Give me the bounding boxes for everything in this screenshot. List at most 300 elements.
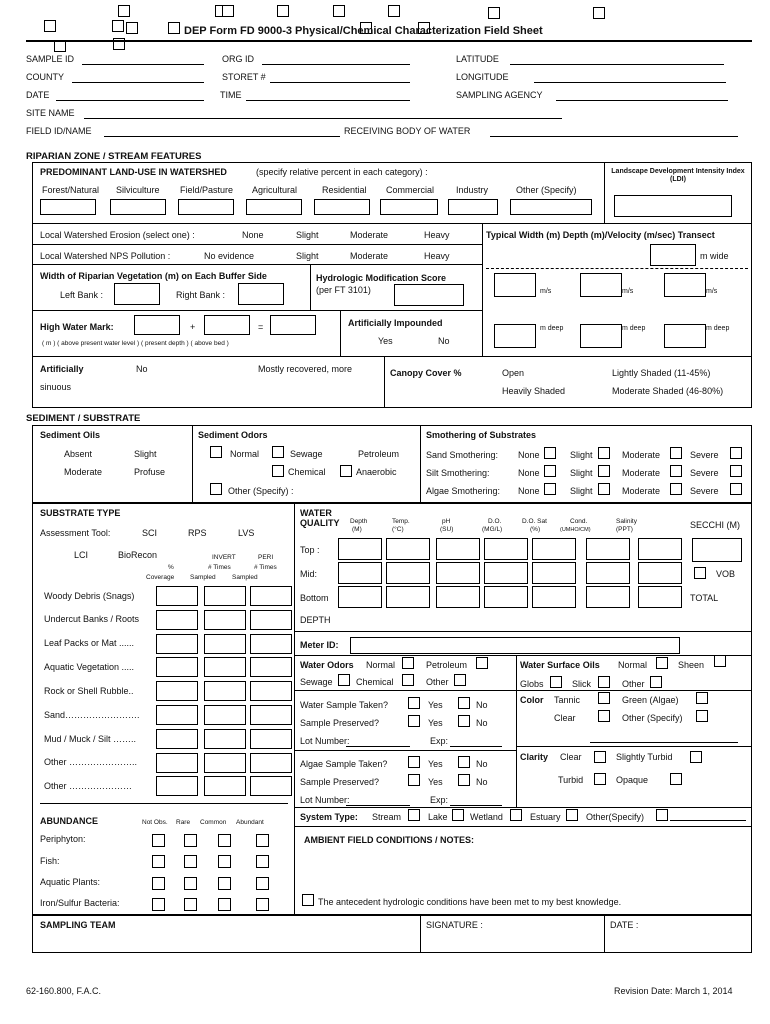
abundance-checkbox[interactable] [218, 898, 231, 911]
water-odors-title: Water Odors [300, 660, 354, 670]
substrate-cell[interactable] [156, 634, 198, 654]
stray-checkbox[interactable] [44, 20, 56, 32]
substrate-cell[interactable] [204, 776, 246, 796]
substrate-cell[interactable] [204, 705, 246, 725]
landuse-silviculture: Silviculture [116, 185, 160, 195]
nps-none[interactable]: No evidence [204, 251, 255, 261]
wq-cell[interactable] [532, 562, 576, 584]
riparian-heading: RIPARIAN ZONE / STREAM FEATURES [26, 151, 202, 162]
odor-normal: Normal [230, 449, 260, 459]
velocity-input-1[interactable] [494, 273, 536, 297]
smother-sand-none-checkbox[interactable] [544, 447, 556, 459]
receiving-label: RECEIVING BODY OF WATER [344, 126, 471, 136]
smother-silt-severe-checkbox[interactable] [730, 465, 742, 477]
algae-exp: Exp: [430, 795, 449, 805]
system-wetland-checkbox[interactable] [510, 809, 522, 821]
abundance-checkbox[interactable] [184, 855, 197, 868]
abundance-checkbox[interactable] [256, 898, 269, 911]
wq-cell[interactable] [386, 562, 430, 584]
depth-input-3[interactable] [664, 324, 706, 348]
sample-id-field[interactable] [82, 64, 204, 65]
smother-algae-slight-checkbox[interactable] [598, 483, 610, 495]
smother-sand-moderate-checkbox[interactable] [670, 447, 682, 459]
time-field[interactable] [246, 100, 410, 101]
date-field[interactable] [56, 100, 204, 101]
smother-silt-moderate-checkbox[interactable] [670, 465, 682, 477]
abundance-checkbox[interactable] [218, 855, 231, 868]
system-other-field[interactable] [670, 820, 746, 821]
sinuous-label: sinuous [40, 382, 72, 392]
wq-cell[interactable] [338, 538, 382, 560]
system-wetland: Wetland [470, 812, 503, 822]
m-wide-label: m wide [700, 251, 729, 261]
wq-col-salinity-unit: (PPT) [616, 526, 633, 533]
wq-cell[interactable] [484, 562, 528, 584]
abundance-checkbox[interactable] [218, 877, 231, 890]
stray-checkbox[interactable] [593, 7, 605, 19]
wq-cell[interactable] [532, 538, 576, 560]
smother-algae-moderate-checkbox[interactable] [670, 483, 682, 495]
canopy-light[interactable]: Lightly Shaded (11-45%) [612, 368, 711, 378]
sampling-team-label: SAMPLING TEAM [40, 920, 116, 930]
erosion-moderate[interactable]: Moderate [350, 230, 389, 240]
wq-title-1: WATER [300, 508, 332, 518]
hwm-input-3[interactable] [270, 315, 316, 335]
wq-cell[interactable] [436, 538, 480, 560]
smother-sand-severe-checkbox[interactable] [730, 447, 742, 459]
substrate-cell[interactable] [204, 657, 246, 677]
abundance-plants: Aquatic Plants: [40, 877, 101, 887]
substrate-cell[interactable] [204, 729, 246, 749]
landuse-residential-input[interactable] [314, 199, 370, 215]
county-field[interactable] [72, 82, 204, 83]
substrate-row-label: Undercut Banks / Roots [44, 614, 140, 624]
wq-cell[interactable] [386, 586, 430, 608]
divider [32, 310, 482, 311]
artificially-label: Artificially [40, 364, 84, 374]
water-exp-field[interactable] [450, 746, 502, 747]
right-bank-label: Right Bank : [176, 290, 226, 300]
color-other-checkbox[interactable] [696, 710, 708, 722]
substrate-cell[interactable] [156, 705, 198, 725]
substrate-cell[interactable] [250, 776, 292, 796]
abundance-checkbox[interactable] [256, 834, 269, 847]
landuse-note: (specify relative percent in each category) : [256, 167, 428, 177]
hwm-title: High Water Mark: [40, 322, 114, 332]
canopy-moderate[interactable]: Moderate Shaded (46-80%) [612, 386, 724, 396]
algae-lot-field[interactable] [346, 805, 410, 806]
divider [294, 690, 516, 691]
vob-checkbox[interactable] [694, 567, 706, 579]
hwm-input-2[interactable] [204, 315, 250, 335]
substrate-row-label: Woody Debris (Snags) [44, 591, 135, 601]
smother-algae-none-checkbox[interactable] [544, 483, 556, 495]
impounded-no[interactable]: No [438, 336, 450, 346]
meter-id-input[interactable] [350, 637, 680, 654]
abundance-title: ABUNDANCE [40, 816, 98, 826]
smother-sand-slight: Slight [570, 450, 593, 460]
smother-sand-slight-checkbox[interactable] [598, 447, 610, 459]
erosion-none[interactable]: None [242, 230, 264, 240]
algae-sample-no-checkbox[interactable] [458, 756, 470, 768]
sample-id-label: SAMPLE ID [26, 54, 75, 64]
col-coverage: Coverage [146, 574, 175, 581]
width-input[interactable] [650, 244, 696, 266]
substrate-cell[interactable] [156, 729, 198, 749]
landuse-commercial: Commercial [386, 185, 435, 195]
ms-label: m/s [622, 288, 634, 295]
wq-cell[interactable] [638, 562, 682, 584]
smother-algae-severe-checkbox[interactable] [730, 483, 742, 495]
wq-col-do-unit: (MG/L) [482, 526, 503, 533]
odor-chemical-checkbox[interactable] [272, 465, 284, 477]
substrate-cell[interactable] [156, 753, 198, 773]
substrate-cell[interactable] [250, 586, 292, 606]
algae-sample-no: No [476, 759, 488, 769]
substrate-cell[interactable] [250, 634, 292, 654]
surface-other-checkbox[interactable] [650, 676, 662, 688]
wq-cell[interactable] [338, 562, 382, 584]
oils-title: Sediment Oils [40, 430, 101, 440]
substrate-cell[interactable] [156, 657, 198, 677]
abundance-checkbox[interactable] [184, 834, 197, 847]
divider [310, 264, 311, 310]
tool-biorecon[interactable]: BioRecon [118, 550, 158, 560]
storet-field[interactable] [270, 82, 410, 83]
stray-checkbox[interactable] [388, 5, 400, 17]
substrate-cell[interactable] [204, 610, 246, 630]
revision-date: Revision Date: March 1, 2014 [614, 986, 733, 996]
color-other-field[interactable] [590, 742, 738, 743]
tool-sci[interactable]: SCI [142, 528, 158, 538]
odor-anaerobic-checkbox[interactable] [340, 465, 352, 477]
system-stream-checkbox[interactable] [408, 809, 420, 821]
right-bank-input[interactable] [238, 283, 284, 305]
substrate-cell[interactable] [156, 610, 198, 630]
smother-sand-none: None [518, 450, 540, 460]
wq-cell[interactable] [338, 586, 382, 608]
water-odor-chemical-checkbox[interactable] [402, 674, 414, 686]
surface-sheen-checkbox[interactable] [714, 655, 726, 667]
receiving-field[interactable] [490, 136, 738, 137]
impounded-yes[interactable]: Yes [378, 336, 393, 346]
divider [32, 244, 482, 245]
hydro-input[interactable] [394, 284, 464, 306]
substrate-cell[interactable] [156, 586, 198, 606]
wq-cell[interactable] [638, 538, 682, 560]
landuse-agricultural-input[interactable] [246, 199, 302, 215]
fac-reference: 62-160.800, F.A.C. [26, 986, 102, 996]
wq-cell[interactable] [386, 538, 430, 560]
surface-globs-checkbox[interactable] [550, 676, 562, 688]
surface-oils-title: Water Surface Oils [520, 660, 600, 670]
velocity-input-2[interactable] [580, 273, 622, 297]
longitude-field[interactable] [534, 82, 726, 83]
substrate-cell[interactable] [250, 681, 292, 701]
left-bank-input[interactable] [114, 283, 160, 305]
abundance-checkbox[interactable] [184, 898, 197, 911]
hydro-title: Hydrologic Modification Score [316, 273, 447, 283]
agency-field[interactable] [556, 100, 728, 101]
abundance-checkbox[interactable] [152, 898, 165, 911]
substrate-row-label: Other ………………….. [44, 757, 138, 767]
oils-slight[interactable]: Slight [134, 449, 157, 459]
ldi-input[interactable] [614, 195, 732, 217]
oils-moderate[interactable]: Moderate [64, 467, 103, 477]
impounded-title: Artificially Impounded [348, 318, 443, 328]
divider [516, 655, 517, 807]
landuse-industry: Industry [456, 185, 489, 195]
wq-cell[interactable] [436, 586, 480, 608]
substrate-row-label: Other ………………… [44, 781, 133, 791]
stray-checkbox[interactable] [112, 20, 124, 32]
stray-checkbox[interactable] [333, 5, 345, 17]
ms-label: m/s [706, 288, 718, 295]
system-lake: Lake [428, 812, 448, 822]
erosion-slight[interactable]: Slight [296, 230, 319, 240]
substrate-row-label: Aquatic Vegetation ..... [44, 662, 135, 672]
abundance-checkbox[interactable] [152, 834, 165, 847]
latitude-field[interactable] [510, 64, 724, 65]
site-name-field[interactable] [84, 118, 562, 119]
stray-checkbox[interactable] [168, 22, 180, 34]
landuse-commercial-input[interactable] [380, 199, 438, 215]
substrate-cell[interactable] [156, 681, 198, 701]
depth-input-1[interactable] [494, 324, 536, 348]
divider [384, 356, 385, 408]
wq-cell[interactable] [484, 586, 528, 608]
clarity-clear: Clear [560, 752, 582, 762]
wq-col-ph-unit: (SU) [440, 526, 454, 533]
nps-moderate[interactable]: Moderate [350, 251, 389, 261]
tool-lvs[interactable]: LVS [238, 528, 255, 538]
water-odor-chemical: Chemical [356, 677, 394, 687]
abundance-bacteria: Iron/Sulfur Bacteria: [40, 898, 120, 908]
water-lot-field[interactable] [346, 746, 410, 747]
smother-silt-slight-checkbox[interactable] [598, 465, 610, 477]
divider [294, 503, 295, 915]
abundance-checkbox[interactable] [184, 877, 197, 890]
landuse-title: PREDOMINANT LAND-USE IN WATERSHED [40, 167, 227, 177]
odor-sewage-checkbox[interactable] [272, 446, 284, 458]
landuse-industry-input[interactable] [448, 199, 498, 215]
divider [192, 425, 193, 503]
color-title: Color [520, 695, 544, 705]
landuse-field-input[interactable] [178, 199, 234, 215]
nps-heavy[interactable]: Heavy [424, 251, 450, 261]
wq-cell[interactable] [638, 586, 682, 608]
clarity-clear-checkbox[interactable] [594, 751, 606, 763]
wq-cell[interactable] [532, 586, 576, 608]
substrate-cell[interactable] [204, 586, 246, 606]
longitude-label: LONGITUDE [456, 72, 509, 82]
landuse-agricultural: Agricultural [252, 185, 298, 195]
antecedent-checkbox[interactable] [302, 894, 314, 906]
tool-rps[interactable]: RPS [188, 528, 207, 538]
divider [482, 223, 483, 356]
landuse-field: Field/Pasture [180, 185, 234, 195]
color-tannic-checkbox[interactable] [598, 692, 610, 704]
org-id-field[interactable] [262, 64, 410, 65]
channel-no[interactable]: No [136, 364, 148, 374]
system-stream: Stream [372, 812, 402, 822]
m-deep-label: m deep [622, 325, 646, 332]
surface-sheen: Sheen [678, 660, 705, 670]
clarity-opaque-checkbox[interactable] [670, 773, 682, 785]
odor-petroleum: Petroleum [358, 449, 400, 459]
signature-label: SIGNATURE : [426, 920, 483, 930]
substrate-cell[interactable] [250, 729, 292, 749]
clarity-turbid-checkbox[interactable] [594, 773, 606, 785]
substrate-cell[interactable] [204, 753, 246, 773]
odors-title: Sediment Odors [198, 430, 268, 440]
agency-label: SAMPLING AGENCY [456, 90, 543, 100]
wq-title-2: QUALITY [300, 518, 340, 528]
wq-cell[interactable] [586, 562, 630, 584]
antecedent-text: The antecedent hydrologic conditions have been met to my best knowledge. [318, 897, 622, 907]
water-odor-sewage-checkbox[interactable] [338, 674, 350, 686]
algae-sample-yes-checkbox[interactable] [408, 756, 420, 768]
clarity-opaque: Opaque [616, 775, 649, 785]
sampling-team-row [32, 915, 752, 953]
color-clear-checkbox[interactable] [598, 710, 610, 722]
clarity-slightly-checkbox[interactable] [690, 751, 702, 763]
org-id-label: ORG ID [222, 54, 255, 64]
channel-mostly[interactable]: Mostly recovered, more [258, 364, 353, 374]
stray-checkbox[interactable] [118, 5, 130, 17]
water-preserved-yes: Yes [428, 718, 443, 728]
system-lake-checkbox[interactable] [452, 809, 464, 821]
landuse-forest-input[interactable] [40, 199, 96, 215]
water-odor-other-checkbox[interactable] [454, 674, 466, 686]
col-times: # Times [254, 564, 277, 571]
abundance-checkbox[interactable] [218, 834, 231, 847]
oils-absent[interactable]: Absent [64, 449, 93, 459]
substrate-cell[interactable] [250, 753, 292, 773]
col-invert: INVERT [212, 554, 236, 561]
substrate-cell[interactable] [250, 610, 292, 630]
hwm-equals: = [258, 322, 264, 332]
surface-slick-checkbox[interactable] [598, 676, 610, 688]
algae-lot: Lot Number: [300, 795, 350, 805]
substrate-cell[interactable] [250, 657, 292, 677]
wq-cell[interactable] [586, 586, 630, 608]
divider [604, 162, 605, 223]
surface-other: Other [622, 679, 645, 689]
water-odor-normal-checkbox[interactable] [402, 657, 414, 669]
algae-preserved-yes-checkbox[interactable] [408, 774, 420, 786]
water-preserved-no-checkbox[interactable] [458, 715, 470, 727]
depth-input-2[interactable] [580, 324, 622, 348]
nps-slight[interactable]: Slight [296, 251, 319, 261]
wq-cell[interactable] [484, 538, 528, 560]
color-green-checkbox[interactable] [696, 692, 708, 704]
vob-label: VOB [716, 569, 736, 579]
substrate-cell[interactable] [250, 705, 292, 725]
water-odor-petroleum-checkbox[interactable] [476, 657, 488, 669]
depth-label: DEPTH [300, 615, 331, 625]
secchi-input[interactable] [692, 538, 742, 562]
col-times: # Times [208, 564, 231, 571]
odor-sewage: Sewage [290, 449, 323, 459]
canopy-title: Canopy Cover % [390, 368, 462, 378]
landuse-other-input[interactable] [510, 199, 592, 215]
canopy-open[interactable]: Open [502, 368, 525, 378]
time-label: TIME [220, 90, 242, 100]
surface-normal-checkbox[interactable] [656, 657, 668, 669]
system-estuary-checkbox[interactable] [566, 809, 578, 821]
wq-col-dosat: D.O. Sat [522, 518, 547, 525]
water-preserved-yes-checkbox[interactable] [408, 715, 420, 727]
erosion-heavy[interactable]: Heavy [424, 230, 450, 240]
water-sample-yes-checkbox[interactable] [408, 697, 420, 709]
substrate-cell[interactable] [204, 634, 246, 654]
landuse-silviculture-input[interactable] [110, 199, 166, 215]
abundance-checkbox[interactable] [256, 855, 269, 868]
velocity-input-3[interactable] [664, 273, 706, 297]
stray-checkbox[interactable] [488, 7, 500, 19]
field-id-field[interactable] [104, 136, 340, 137]
water-odor-petroleum: Petroleum [426, 660, 468, 670]
smother-silt-none: None [518, 468, 540, 478]
algae-preserved-no-checkbox[interactable] [458, 774, 470, 786]
site-name-label: SITE NAME [26, 108, 75, 118]
algae-exp-field[interactable] [450, 805, 502, 806]
date-label: DATE [26, 90, 50, 100]
divider [294, 807, 752, 808]
storet-label: STORET # [222, 72, 266, 82]
wq-cell[interactable] [586, 538, 630, 560]
algae-preserved-no: No [476, 777, 488, 787]
abundance-checkbox[interactable] [256, 877, 269, 890]
divider [32, 264, 482, 265]
system-other-checkbox[interactable] [656, 809, 668, 821]
wq-col-depth: Depth [350, 518, 368, 525]
odor-other-checkbox[interactable] [210, 483, 222, 495]
substrate-cell[interactable] [204, 681, 246, 701]
county-label: COUNTY [26, 72, 64, 82]
water-sample-no: No [476, 700, 488, 710]
wq-row-bottom: Bottom [300, 593, 329, 603]
wq-cell[interactable] [436, 562, 480, 584]
algae-sample-yes: Yes [428, 759, 443, 769]
surface-slick: Slick [572, 679, 592, 689]
divider [486, 268, 748, 269]
col-sampled: Sampled [232, 574, 258, 581]
canopy-heavy[interactable]: Heavily Shaded [502, 386, 566, 396]
substrate-title: SUBSTRATE TYPE [40, 508, 121, 518]
odor-normal-checkbox[interactable] [210, 446, 222, 458]
oils-profuse[interactable]: Profuse [134, 467, 166, 477]
smother-silt: Silt Smothering: [426, 468, 490, 478]
substrate-cell[interactable] [156, 776, 198, 796]
hwm-input-1[interactable] [134, 315, 180, 335]
substrate-row-label: Leaf Packs or Mat ...... [44, 638, 135, 648]
stray-checkbox[interactable] [126, 22, 138, 34]
col-peri: PERI [258, 554, 274, 561]
color-other: Other (Specify) [622, 713, 683, 723]
abundance-checkbox[interactable] [152, 855, 165, 868]
m-deep-label: m deep [540, 325, 564, 332]
stray-checkbox[interactable] [277, 5, 289, 17]
stray-checkbox[interactable] [222, 5, 234, 17]
tool-label: Assessment Tool: [40, 528, 111, 538]
latitude-label: LATITUDE [456, 54, 499, 64]
smother-silt-none-checkbox[interactable] [544, 465, 556, 477]
tool-lci[interactable]: LCI [74, 550, 89, 560]
water-sample-no-checkbox[interactable] [458, 697, 470, 709]
abundance-checkbox[interactable] [152, 877, 165, 890]
